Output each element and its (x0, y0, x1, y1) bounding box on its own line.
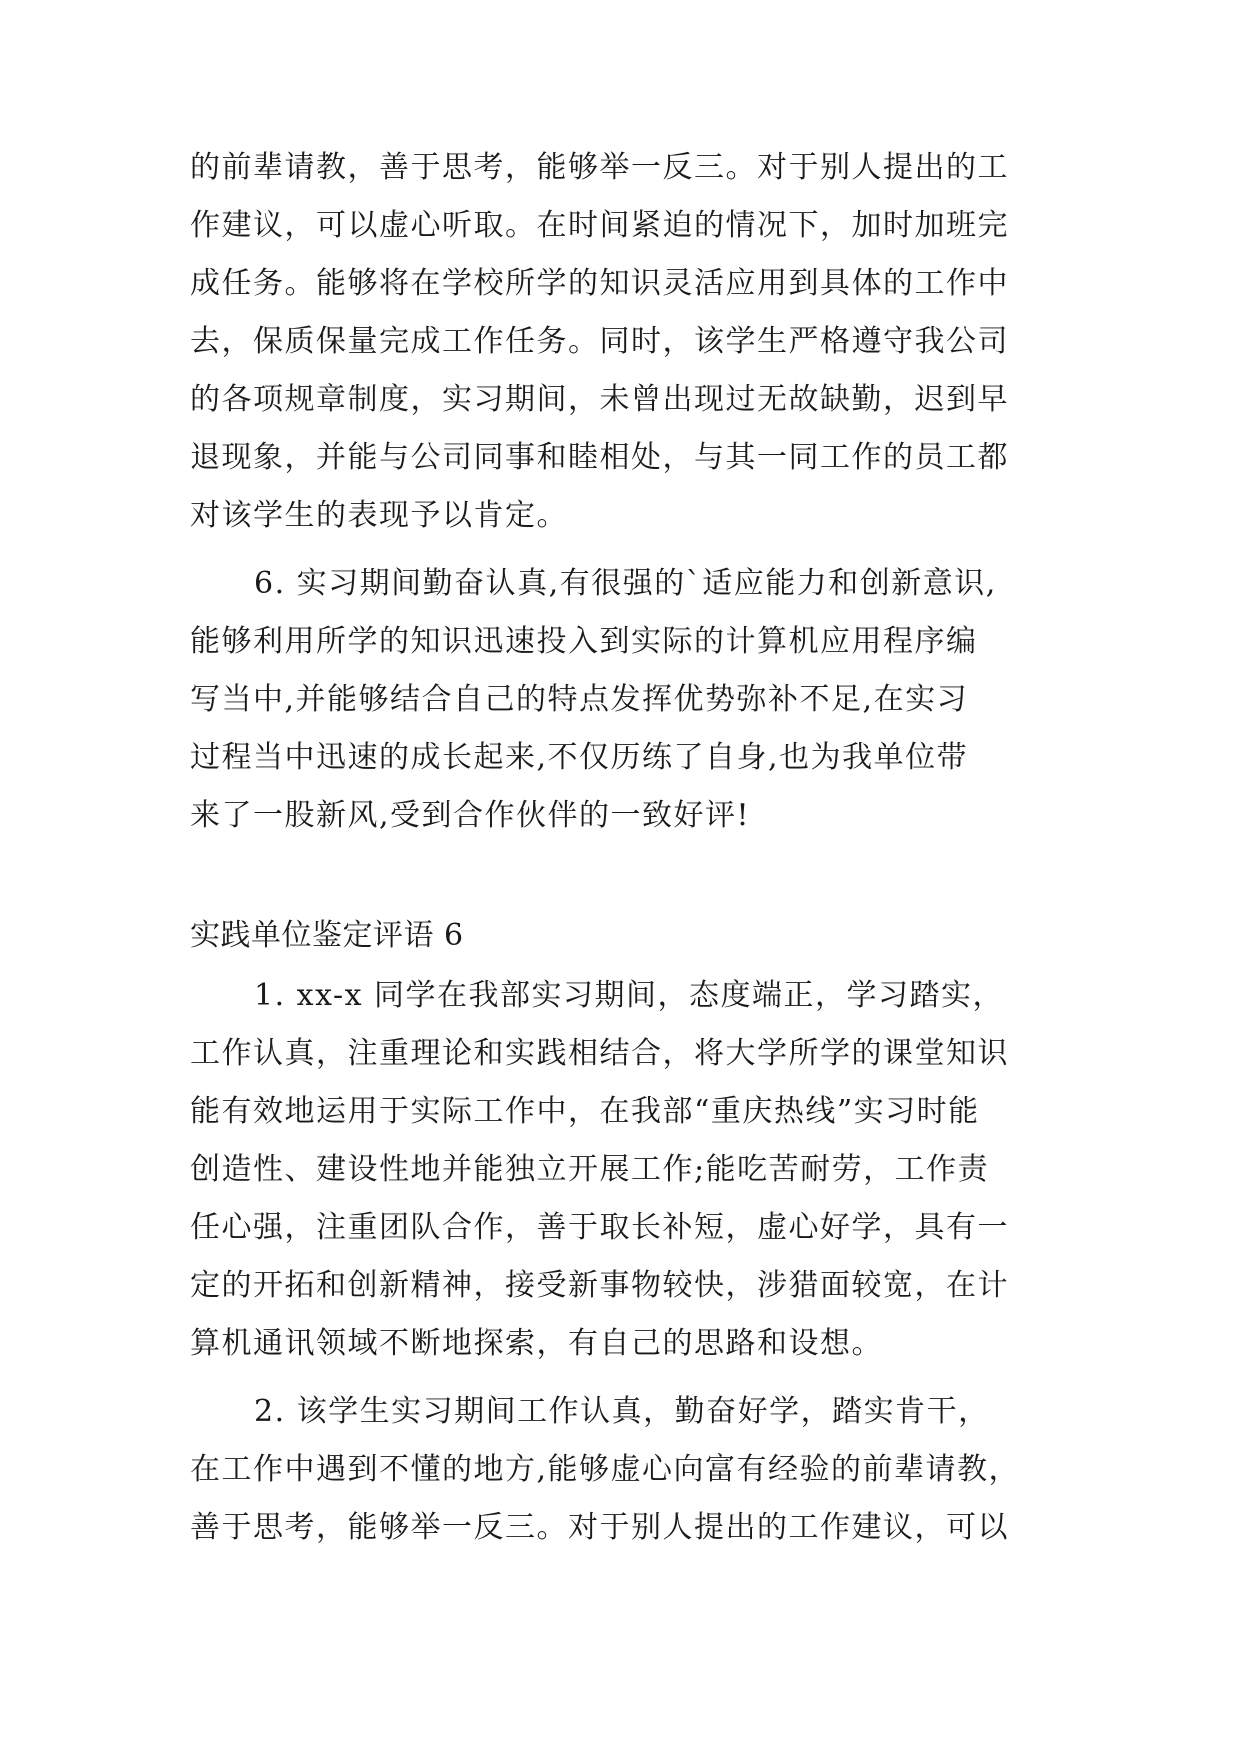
text-line: 对该学生的表现予以肯定。 (190, 498, 568, 533)
text-line: 能有效地运用于实际工作中，在我部“重庆热线”实习时能 (190, 1094, 980, 1129)
text-line: 能够利用所学的知识迅速投入到实际的计算机应用程序编 (190, 624, 978, 659)
text-line: 善于思考，能够举一反三。对于别人提出的工作建议，可以 (190, 1510, 1009, 1545)
text-line: 1. xx-x 同学在我部实习期间，态度端正，学习踏实， (254, 978, 1005, 1013)
text-line: 退现象，并能与公司同事和睦相处，与其一同工作的员工都 (190, 440, 1009, 475)
text-line: 2. 该学生实习期间工作认真，勤奋好学，踏实肯干， (254, 1394, 990, 1429)
text-line: 作建议，可以虚心听取。在时间紧迫的情况下，加时加班完 (190, 208, 1009, 243)
text-line: 的各项规章制度，实习期间，未曾出现过无故缺勤，迟到早 (190, 382, 1009, 417)
text-line: 的前辈请教，善于思考，能够举一反三。对于别人提出的工 (190, 150, 1009, 185)
text-line: 工作认真，注重理论和实践相结合，将大学所学的课堂知识 (190, 1036, 1009, 1071)
text-line: 来了一股新风,受到合作伙伴的一致好评! (190, 798, 751, 833)
text-line: 在工作中遇到不懂的地方,能够虚心向富有经验的前辈请教， (190, 1452, 1021, 1487)
text-line: 定的开拓和创新精神，接受新事物较快，涉猎面较宽，在计 (190, 1268, 1009, 1303)
text-line: 写当中,并能够结合自己的特点发挥优势弥补不足,在实习 (190, 682, 969, 717)
text-line: 过程当中迅速的成长起来,不仅历练了自身,也为我单位带 (190, 740, 969, 775)
text-line: 去，保质保量完成工作任务。同时，该学生严格遵守我公司 (190, 324, 1009, 359)
section-heading: 实践单位鉴定评语 6 (190, 918, 464, 953)
text-line: 算机通讯领域不断地探索，有自己的思路和设想。 (190, 1326, 883, 1361)
text-line: 成任务。能够将在学校所学的知识灵活应用到具体的工作中 (190, 266, 1009, 301)
text-line: 6. 实习期间勤奋认真,有很强的`适应能力和创新意识, (254, 566, 997, 601)
text-line: 任心强，注重团队合作，善于取长补短，虚心好学，具有一 (190, 1210, 1009, 1245)
text-line: 创造性、建设性地并能独立开展工作;能吃苦耐劳，工作责 (190, 1152, 990, 1187)
